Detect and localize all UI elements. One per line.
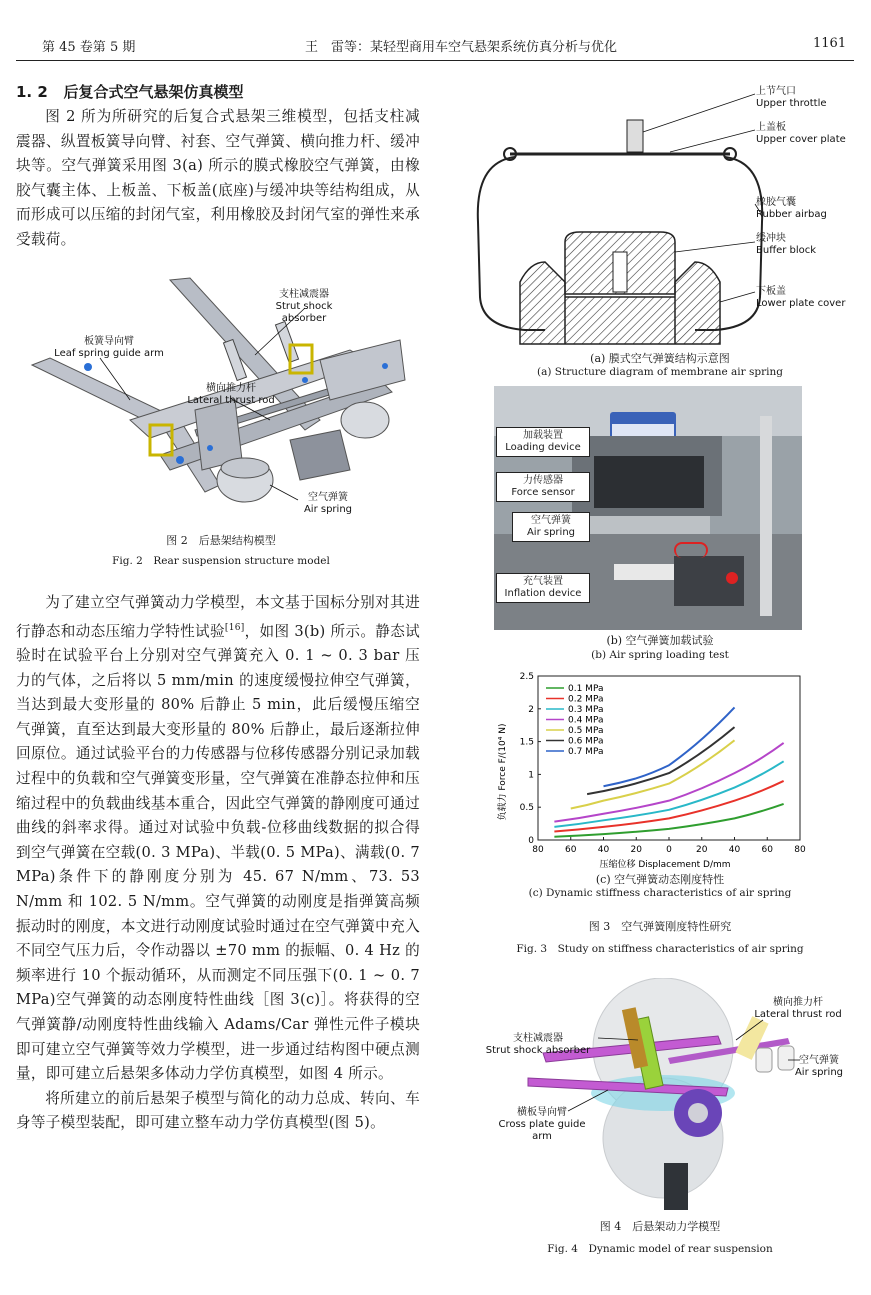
fig2-label-leaf [54, 336, 164, 360]
section-heading [16, 81, 243, 102]
citation-16[interactable]: [16] [224, 622, 245, 633]
fig4-label-strut [484, 1033, 592, 1057]
chart-x-tick-label: 40 [597, 845, 610, 855]
fig3-caption-en: Fig. 3 Study on stiffness characteristics of air spring [516, 943, 804, 955]
fig3a-label-cover-cn: 上盖板 [756, 122, 786, 133]
chart-y-tick-label: 1 [528, 770, 534, 781]
fig4-label-strut-cn: 支柱减震器 [513, 1033, 563, 1044]
header-volume: 第 45 卷第 5 期 [42, 40, 136, 55]
fig3b-label-inflation-cn: 充气装置 [523, 576, 563, 587]
fig3c-caption-cn: (c) 空气弹簧动态刚度特性 [595, 873, 725, 886]
fig4-caption-en: Fig. 4 Dynamic model of rear suspension [547, 1243, 773, 1255]
fig3a-label-airbag-cn: 橡胶气囊 [756, 197, 796, 208]
fig3-caption-cn: 图 3 空气弹簧刚度特性研究 [588, 920, 732, 933]
fig3a-label-cover [756, 122, 846, 146]
fig3a-label-lower [756, 286, 845, 310]
header-page-number: 1161 [813, 36, 847, 51]
fig2-label-lateral-en: Lateral thrust rod [187, 395, 275, 406]
paragraph-1 [16, 105, 420, 253]
chart-legend-label: 0.7 MPa [568, 747, 604, 757]
fig2-label-air-cn: 空气弹簧 [308, 492, 348, 503]
fig2-caption-cn: 图 2 后悬架结构模型 [166, 534, 276, 547]
fig4-label-cross [488, 1107, 596, 1143]
chart-x-tick-label: 80 [532, 845, 544, 855]
chart-y-tick-label: 2.5 [519, 672, 534, 682]
fig3a-label-lower-cn: 下板盖 [756, 286, 786, 297]
fig4-label-cross-en: Cross plate guide arm [498, 1119, 586, 1142]
fig2-air-spring-left [217, 458, 273, 502]
fig4-label-lateral [752, 997, 844, 1021]
fig3b-label-force [496, 472, 590, 502]
chart-legend-label: 0.2 MPa [568, 694, 604, 705]
chart-legend [546, 684, 603, 757]
paragraph-2-part-a: 为了建立空气弹簧动力学模型，本文基于国标分别对其进行静态和动态压缩力学特性试验 [16, 594, 420, 640]
fig3b-caption-cn: (b) 空气弹簧加载试验 [606, 634, 714, 647]
chart-legend-label: 0.3 MPa [568, 705, 604, 715]
header-rule [16, 60, 854, 61]
chart-x-axis-label: 压缩位移 Displacement D/mm [599, 860, 731, 870]
paragraph-2-text [16, 591, 420, 1087]
fig3a-label-lower-en: Lower plate cover [756, 298, 846, 309]
fig4-label-lateral-cn: 横向推力杆 [773, 997, 823, 1008]
chart-series-line [604, 707, 735, 786]
fig3a-throttle [627, 120, 643, 152]
fig4-caption-cn: 图 4 后悬架动力学模型 [599, 1220, 721, 1233]
header-title: 王 雷等：某轻型商用车空气悬架系统仿真分析与优化 [305, 40, 618, 55]
fig3a-label-throttle [756, 86, 827, 110]
fig3a-label-throttle-en: Upper throttle [756, 98, 827, 109]
fig2-label-leaf-en: Leaf spring guide arm [54, 348, 164, 359]
fig3b-label-air-en: Air spring [526, 527, 576, 538]
chart-axes [520, 672, 806, 855]
chart-x-tick-label: 60 [761, 845, 773, 855]
chart-x-tick-label: 0 [666, 845, 672, 855]
chart-x-tick-label: 40 [728, 845, 741, 855]
fig3b-label-force-en: Force sensor [511, 487, 575, 498]
chart-x-tick-label: 20 [696, 845, 708, 855]
fig2-label-strut-cn: 支柱减震器 [279, 289, 329, 300]
fig3b-label-loading-en: Loading device [505, 442, 581, 453]
fig3b-label-loading [496, 427, 590, 457]
fig4-label-lateral-en: Lateral thrust rod [754, 1009, 842, 1020]
fig3a-air-spring-diagram [470, 82, 770, 350]
fig3b-label-inflation-en: Inflation device [504, 588, 582, 599]
fig3a-label-buffer [756, 233, 816, 257]
fig3a-label-buffer-cn: 缓冲块 [756, 233, 786, 244]
fig2-air-spring-right [341, 402, 389, 438]
fig4-label-air-en: Air spring [794, 1067, 844, 1078]
chart-y-axis-label: 负载力 Force F/(10⁴ N) [498, 723, 508, 821]
fig3a-label-cover-en: Upper cover plate [756, 134, 846, 145]
fig4-air-springs [756, 1046, 794, 1072]
chart-legend-label: 0.6 MPa [568, 736, 604, 747]
fig3b-label-loading-cn: 加载装置 [523, 430, 563, 441]
chart-y-tick-label: 0 [528, 836, 534, 846]
paragraph-2-part-b: ，如图 3(b) 所示。静态试验时在试验平台上分别对空气弹簧充入 0. 1 ~ 0. 3 bar 压力的气体，之后将以 5 mm/min 的速度缓慢拉伸空气弹簧，当达到最大变形量的 80% 后静止 5 min，此后缓慢压缩空气弹簧，直至达到最大变形量的 80% 后静止，最后逐渐拉伸回原位。通过试验平台的力传感器与位移传感器分别记录加载过程中的负载和空气弹簧变形量，空气弹簧在准静态拉伸和压缩过程中的负载曲线基本重合，因此空气弹簧的静刚度可通过曲线的斜率求得。通过对试验中负载-位移曲线数据的拟合得到空气弹簧在空载(0. 3 MPa)、半载(0. 5 MPa)、满载(0. 7 MPa)条件下的静刚度分别为 45. 67 N/mm、73. 53 N/mm 和 102. 5 N/mm。空气弹簧的动刚度是指弹簧高频振动时的刚度，本文进行动刚度试验时通过在空气弹簧中充入不同空气压力后，令作动器以 ±70 mm 的振幅、0. 4 Hz 的频率进行 10 个振动循环，从而测定不同压强下(0. 1 ~ 0. 7 MPa)空气弹簧的动态刚度特性曲线［图 3(c)］。将获得的空气弹簧静/动刚度特性曲线输入 Adams/Car 弹性元件子模块即可建立空气弹簧等效力学模型，进一步通过结构图中硬点测量，即可建立后悬架多体动力学仿真模型，如图 4 所示。 [16, 622, 421, 1083]
fig3c-caption-en: (c) Dynamic stiffness characteristics of air spring [528, 887, 792, 899]
chart-x-tick-label: 20 [630, 845, 642, 855]
chart-series-line [554, 781, 783, 832]
paragraph-3-text: 将所建立的前后悬架子模型与简化的动力总成、转向、车身等子模型装配，即可建立整车动力学仿真模型(图 5)。 [16, 1089, 420, 1132]
fig3b-label-air [512, 512, 590, 542]
fig3a-label-airbag [756, 197, 827, 221]
fig3b-label-force-cn: 力传感器 [523, 475, 563, 486]
fig4-label-strut-en: Strut shock absorber [485, 1045, 591, 1056]
fig3b-caption-en: (b) Air spring loading test [591, 649, 729, 661]
chart-x-tick-label: 60 [565, 845, 577, 855]
chart-y-tick-label: 2 [528, 704, 534, 715]
paragraph-1-text: 图 2 所为所研究的后复合式悬架三维模型，包括支柱减震器、纵置板簧导向臂、衬套、空气弹簧、横向推力杆、缓冲块等。空气弹簧采用图 3(a) 所示的膜式橡胶空气弹簧，由橡胶气囊主体、上板盖、下板盖(底座)与缓冲块等结构组成，从而形成可以压缩的封闭气室，利用橡胶及封闭气室的弹性来承受载荷。 [16, 108, 420, 248]
fig3b-label-inflation [496, 573, 590, 603]
fig3a-label-throttle-cn: 上节气口 [756, 86, 796, 97]
chart-x-tick-label: 80 [794, 845, 806, 855]
section-title: 后复合式空气悬架仿真模型 [63, 83, 244, 101]
fig3a-caption-cn: (a) 膜式空气弹簧结构示意图 [590, 352, 730, 365]
chart-legend-label: 0.5 MPa [568, 726, 604, 736]
fig2-label-strut-en: Strut shock absorber [275, 301, 333, 324]
fig2-label-leaf-cn: 板簧导向臂 [84, 336, 134, 347]
chart-y-tick-label: 0.5 [519, 803, 534, 814]
fig3a-label-buffer-en: Buffer block [756, 245, 817, 256]
fig2-label-strut [254, 289, 354, 325]
section-number: 1. 2 [16, 83, 48, 101]
fig2-label-air-en: Air spring [303, 504, 353, 515]
fig3a-label-airbag-en: Rubber airbag [756, 209, 827, 220]
fig2-label-lateral-cn: 横向推力杆 [206, 383, 256, 394]
chart-legend-label: 0.1 MPa [568, 684, 604, 694]
fig2-label-air [298, 492, 358, 516]
chart-legend-label: 0.4 MPa [568, 715, 604, 726]
chart-y-tick-label: 1.5 [519, 737, 534, 748]
paragraph-2 [16, 591, 420, 1136]
fig3b-label-air-cn: 空气弹簧 [531, 515, 571, 526]
fig3a-caption-en: (a) Structure diagram of membrane air spring [537, 366, 783, 378]
fig2-label-lateral [186, 383, 276, 407]
fig4-label-air-cn: 空气弹簧 [799, 1055, 839, 1066]
fig3c-stiffness-chart [490, 664, 820, 872]
fig4-label-air [792, 1055, 846, 1079]
fig2-caption-en: Fig. 2 Rear suspension structure model [112, 555, 330, 567]
fig4-label-cross-cn: 横板导向臂 [517, 1107, 567, 1118]
